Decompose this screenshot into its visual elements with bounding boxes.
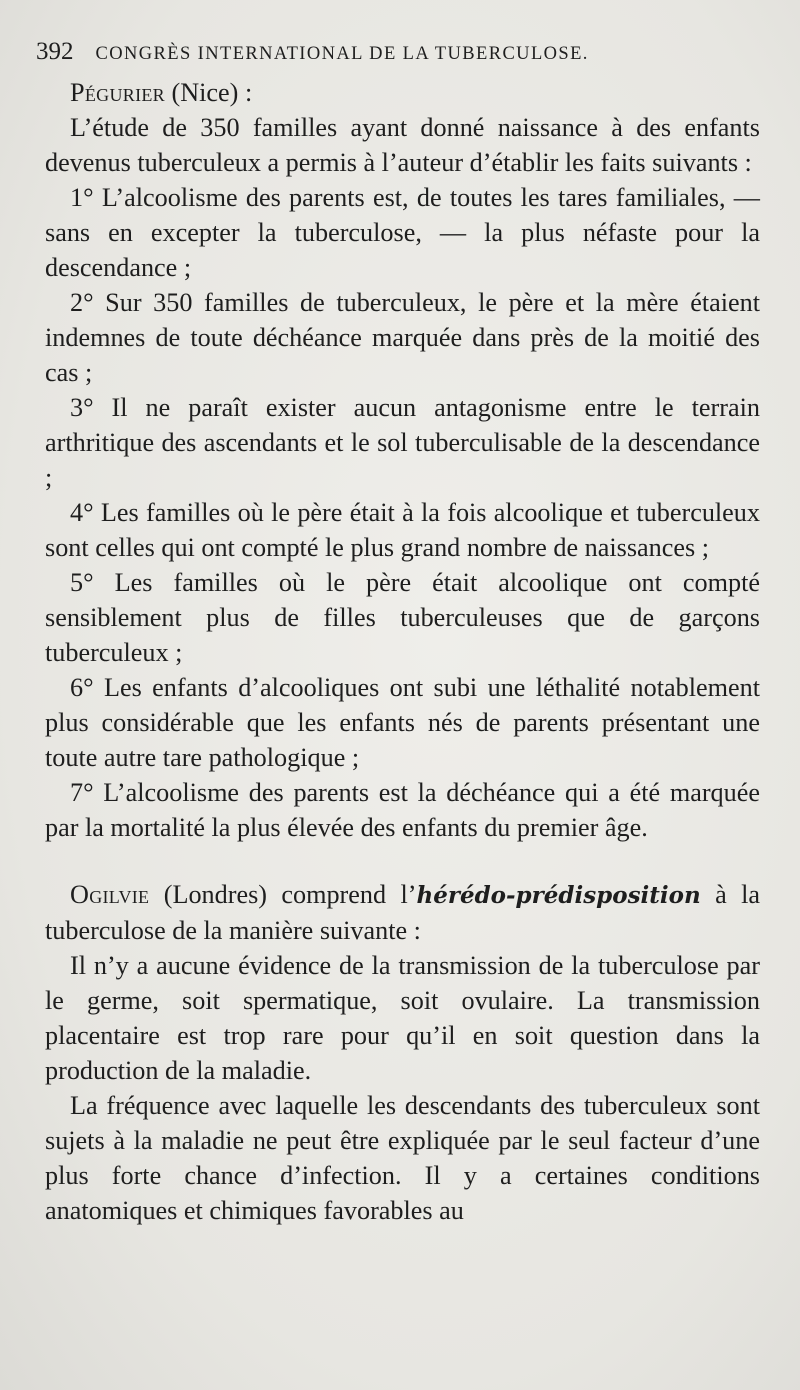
- finding-7: 7° L’alcoolisme des parents est la déchéance qui a été marquée par la mortalité la plus élevée des enfants du premier âge.: [45, 778, 760, 842]
- finding-2: 2° Sur 350 familles de tuberculeux, le père et la mère étaient indemnes de toute déchéance marquée dans près de la moitié des cas ;: [45, 288, 760, 387]
- running-header: [36, 38, 776, 74]
- paragraph-ogilvie-heading: [45, 877, 760, 948]
- author-location: (Nice) :: [164, 78, 253, 107]
- paragraph-frequency: La fréquence avec laquelle les descendants des tuberculeux sont sujets à la maladie ne peut être expliquée par le seul facteur d’une plus forte chance d’infection. Il y a certaines conditions anatomiques et chimiques favorables au: [45, 1091, 760, 1225]
- author-name: Pégurier: [70, 78, 165, 107]
- body-text: [45, 75, 760, 1228]
- paragraph-text: (Londres) comprend l’: [149, 880, 417, 909]
- author-name: Ogilvie: [70, 880, 150, 909]
- finding-1: 1° L’alcoolisme des parents est, de toutes les tares familiales, — sans en excepter la tuberculose, — la plus néfaste pour la descendance ;: [45, 183, 760, 282]
- paragraph-text: à la tuberculose de la manière suivante :: [45, 880, 760, 945]
- emphasized-term: hérédo-prédisposition: [416, 882, 701, 909]
- section-spacer: [45, 845, 760, 877]
- finding-6: 6° Les enfants d’alcooliques ont subi une léthalité notablement plus considérable que les enfants nés de parents présentant une toute autre tare pathologique ;: [45, 673, 760, 772]
- running-title: CONGRÈS INTERNATIONAL DE LA TUBERCULOSE.: [95, 44, 589, 64]
- finding-5: 5° Les familles où le père était alcoolique ont compté sensiblement plus de filles tuberculeuses que de garçons tuberculeux ;: [45, 568, 760, 667]
- finding-4: 4° Les familles où le père était à la fois alcoolique et tuberculeux sont celles qui ont compté le plus grand nombre de naissances ;: [45, 498, 760, 562]
- finding-3: 3° Il ne paraît exister aucun antagonisme entre le terrain arthritique des ascendants et le sol tuberculisable de la descendance ;: [45, 393, 760, 492]
- paragraph-intro: L’étude de 350 familles ayant donné naissance à des enfants devenus tuberculeux a permis à l’auteur d’établir les faits suivants :: [45, 113, 760, 177]
- paragraph-pegurier-heading: [45, 75, 760, 110]
- paragraph-transmission: Il n’y a aucune évidence de la transmission de la tuberculose par le germe, soit spermatique, soit ovulaire. La transmission placentaire est trop rare pour qu’il en soit question dans la production de la maladie.: [45, 951, 760, 1085]
- page-number: 392: [36, 38, 74, 65]
